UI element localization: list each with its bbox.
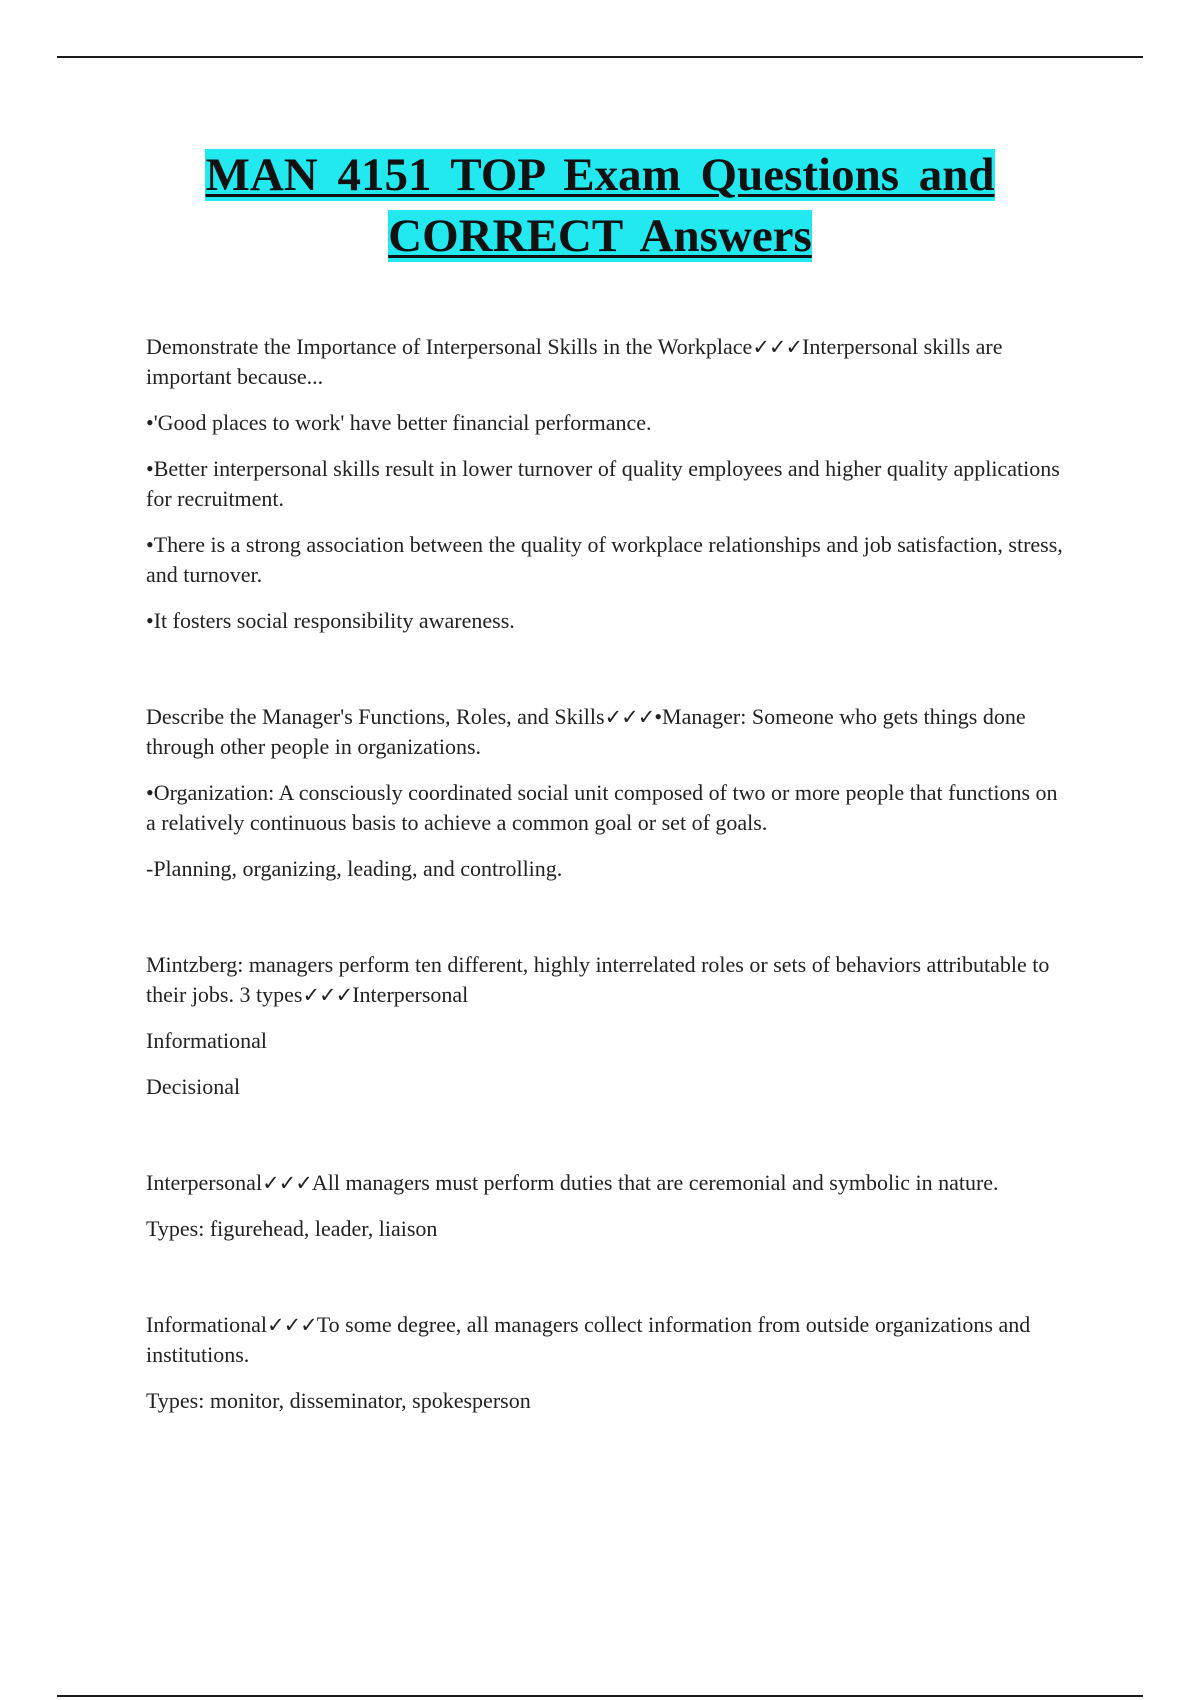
answer-line: Informational xyxy=(146,1028,267,1053)
qa-paragraph xyxy=(146,1168,1066,1198)
qa-item xyxy=(146,702,1066,884)
answer-line: Decisional xyxy=(146,1074,241,1099)
answer-text: To some degree, all managers collect information from outside organizations and institutions. xyxy=(146,1312,1031,1367)
check-mark-icon: ✓✓✓ xyxy=(604,705,655,729)
answer-text: •Manager: Someone who gets things done through other people in organizations. xyxy=(146,704,1026,759)
qa-paragraph xyxy=(146,950,1066,1010)
answer-line: •There is a strong association between the quality of workplace relationships and job satisfaction, stress, and turnover. xyxy=(146,532,1063,587)
answer-line: -Planning, organizing, leading, and controlling. xyxy=(146,856,563,881)
qa-item xyxy=(146,1168,1066,1244)
check-mark-icon: ✓✓✓ xyxy=(302,983,353,1007)
qa-item xyxy=(146,332,1066,636)
answer-line: •Better interpersonal skills result in lower turnover of quality employees and higher quality applications for recruitment. xyxy=(146,456,1060,511)
question-text: Describe the Manager's Functions, Roles, and Skills xyxy=(146,704,605,729)
qa-item xyxy=(146,950,1066,1102)
answer-line: Types: monitor, disseminator, spokesperson xyxy=(146,1388,531,1413)
answer-line: •Organization: A consciously coordinated social unit composed of two or more people that functions on a relatively continuous basis to achieve a common goal or set of goals. xyxy=(146,780,1058,835)
answer-line: Types: figurehead, leader, liaison xyxy=(146,1216,438,1241)
qa-paragraph xyxy=(146,332,1066,392)
document-body xyxy=(146,332,1066,1482)
answer-line: •It fosters social responsibility awareness. xyxy=(146,608,515,633)
question-text: Interpersonal xyxy=(146,1170,263,1195)
qa-item xyxy=(146,1310,1066,1416)
answer-line: •'Good places to work' have better financial performance. xyxy=(146,410,652,435)
title-line-2: CORRECT Answers xyxy=(388,210,812,262)
top-rule xyxy=(57,56,1143,58)
title-line-1: MAN 4151 TOP Exam Questions and xyxy=(205,149,995,201)
check-mark-icon: ✓✓✓ xyxy=(262,1171,312,1195)
question-text: Demonstrate the Importance of Interpersonal Skills in the Workplace xyxy=(146,334,753,359)
check-mark-icon: ✓✓✓ xyxy=(266,1313,317,1337)
check-mark-icon: ✓✓✓ xyxy=(752,335,803,359)
bottom-rule xyxy=(57,1695,1143,1697)
document-title xyxy=(100,145,1100,267)
answer-text: Interpersonal skills are important because... xyxy=(146,334,1003,389)
qa-paragraph xyxy=(146,702,1066,762)
answer-text: All managers must perform duties that are ceremonial and symbolic in nature. xyxy=(311,1170,999,1195)
answer-text: Interpersonal xyxy=(352,982,469,1007)
qa-paragraph xyxy=(146,1310,1066,1370)
question-text: Informational xyxy=(146,1312,267,1337)
question-text: Mintzberg: managers perform ten different, highly interrelated roles or sets of behaviors attributable to their jobs. 3 types xyxy=(146,952,1050,1007)
